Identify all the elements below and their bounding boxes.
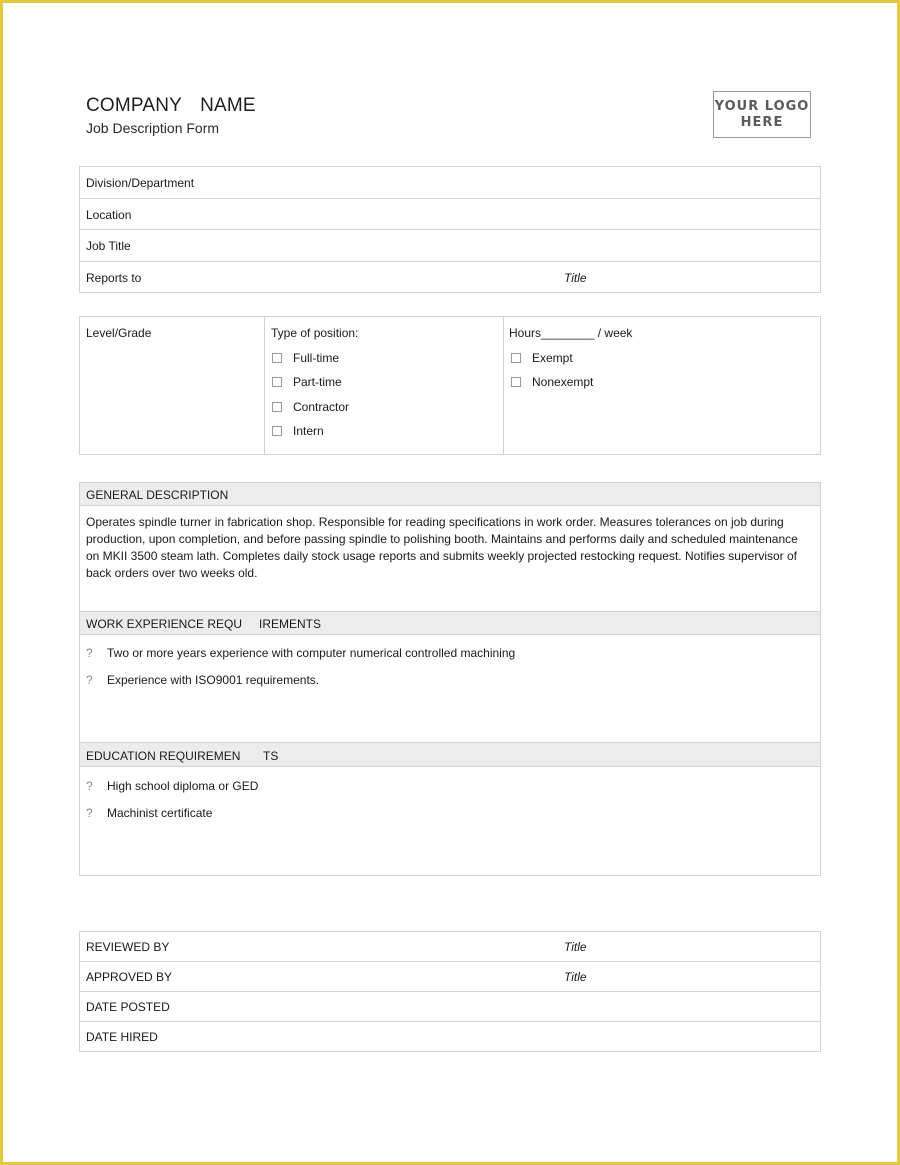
signoff-row-date-hired[interactable] xyxy=(80,1022,820,1051)
info-row-job-title[interactable] xyxy=(80,230,820,262)
level-grade-cell[interactable] xyxy=(80,317,265,454)
general-description-section xyxy=(79,482,821,612)
form-subtitle: Job Description Form xyxy=(86,120,220,136)
work-heading-part-2: IREMENTS xyxy=(259,617,322,631)
logo-line-1: YOUR LOGO xyxy=(714,98,810,114)
bullet-glyph: ? xyxy=(86,673,93,687)
company-name xyxy=(86,95,256,117)
list-item[interactable] xyxy=(86,806,212,820)
signoff-label: APPROVED BY xyxy=(86,970,173,984)
signoff-label: DATE HIRED xyxy=(86,1030,158,1044)
bullet-glyph: ? xyxy=(86,779,93,793)
section-heading xyxy=(80,483,820,506)
bullet-glyph: ? xyxy=(86,646,93,660)
info-table xyxy=(79,166,821,293)
hours-cell xyxy=(504,317,820,454)
option-contractor[interactable] xyxy=(272,400,349,414)
list-item-text: Two or more years experience with computer numerical controlled machining xyxy=(107,646,516,660)
general-heading: GENERAL DESCRIPTION xyxy=(86,488,229,502)
info-row-reports-to[interactable] xyxy=(80,262,820,293)
position-type-cell xyxy=(265,317,504,454)
option-exempt[interactable] xyxy=(511,351,573,365)
level-grade-label: Level/Grade xyxy=(86,326,152,340)
list-item[interactable] xyxy=(86,646,515,660)
company-word-2: NAME xyxy=(200,95,256,116)
work-heading-part-1: WORK EXPERIENCE REQU xyxy=(86,617,243,631)
info-title: Title xyxy=(564,270,587,285)
education-heading-part-1: EDUCATION REQUIREMEN xyxy=(86,749,241,763)
general-description-text[interactable]: Operates spindle turner in fabrication shop. Responsible for reading specifications in work order. Measures tolerances on job during production, upon completion, and before passing spindle to polishing booth. Maintains and performs daily and scheduled maintenance on MKII 3500 steam lath. Completes daily stock usage reports and submits weekly projected restocking request. Notifies supervisor of back orders over two weeks old. xyxy=(86,515,798,580)
logo-placeholder xyxy=(713,91,811,138)
section-heading xyxy=(80,743,820,767)
signoff-row-reviewed-by[interactable] xyxy=(80,932,820,962)
list-item-text: Machinist certificate xyxy=(107,806,213,820)
list-item-text: Experience with ISO9001 requirements. xyxy=(107,673,320,687)
signoff-title: Title xyxy=(564,970,587,984)
checkbox-icon[interactable] xyxy=(272,426,282,436)
checkbox-icon[interactable] xyxy=(272,353,282,363)
work-experience-section xyxy=(79,611,821,743)
option-nonexempt[interactable] xyxy=(511,375,593,389)
option-label: Exempt xyxy=(532,351,573,365)
signoff-row-date-posted[interactable] xyxy=(80,992,820,1022)
info-row-location[interactable] xyxy=(80,199,820,231)
logo-line-2: HERE xyxy=(740,114,784,130)
info-row-division[interactable] xyxy=(80,167,820,199)
info-label: Reports to xyxy=(86,270,142,285)
signoff-table xyxy=(79,931,821,1052)
option-intern[interactable] xyxy=(272,424,324,438)
checkbox-icon[interactable] xyxy=(511,353,521,363)
option-full-time[interactable] xyxy=(272,351,339,365)
education-section xyxy=(79,742,821,876)
list-item[interactable] xyxy=(86,673,319,687)
company-word-1: COMPANY xyxy=(86,95,183,116)
checkbox-icon[interactable] xyxy=(272,377,282,387)
bullet-glyph: ? xyxy=(86,806,93,820)
option-part-time[interactable] xyxy=(272,375,342,389)
option-label: Full-time xyxy=(293,351,340,365)
list-item[interactable] xyxy=(86,779,258,793)
position-type-label: Type of position: xyxy=(271,326,359,340)
option-label: Part-time xyxy=(293,375,342,389)
signoff-row-approved-by[interactable] xyxy=(80,962,820,992)
section-heading xyxy=(80,612,820,635)
checkbox-icon[interactable] xyxy=(272,402,282,412)
position-table xyxy=(79,316,821,455)
info-label: Location xyxy=(86,207,132,222)
list-item-text: High school diploma or GED xyxy=(107,779,259,793)
option-label: Contractor xyxy=(293,400,350,414)
info-label: Job Title xyxy=(86,239,131,253)
signoff-title: Title xyxy=(564,940,587,954)
hours-label[interactable]: Hours________ / week xyxy=(509,326,633,340)
option-label: Intern xyxy=(293,424,324,438)
education-heading-part-2: TS xyxy=(263,749,279,763)
signoff-label: DATE POSTED xyxy=(86,1000,170,1014)
info-label: Division/Department xyxy=(86,176,195,190)
checkbox-icon[interactable] xyxy=(511,377,521,387)
signoff-label: REVIEWED BY xyxy=(86,940,170,954)
option-label: Nonexempt xyxy=(532,375,594,389)
